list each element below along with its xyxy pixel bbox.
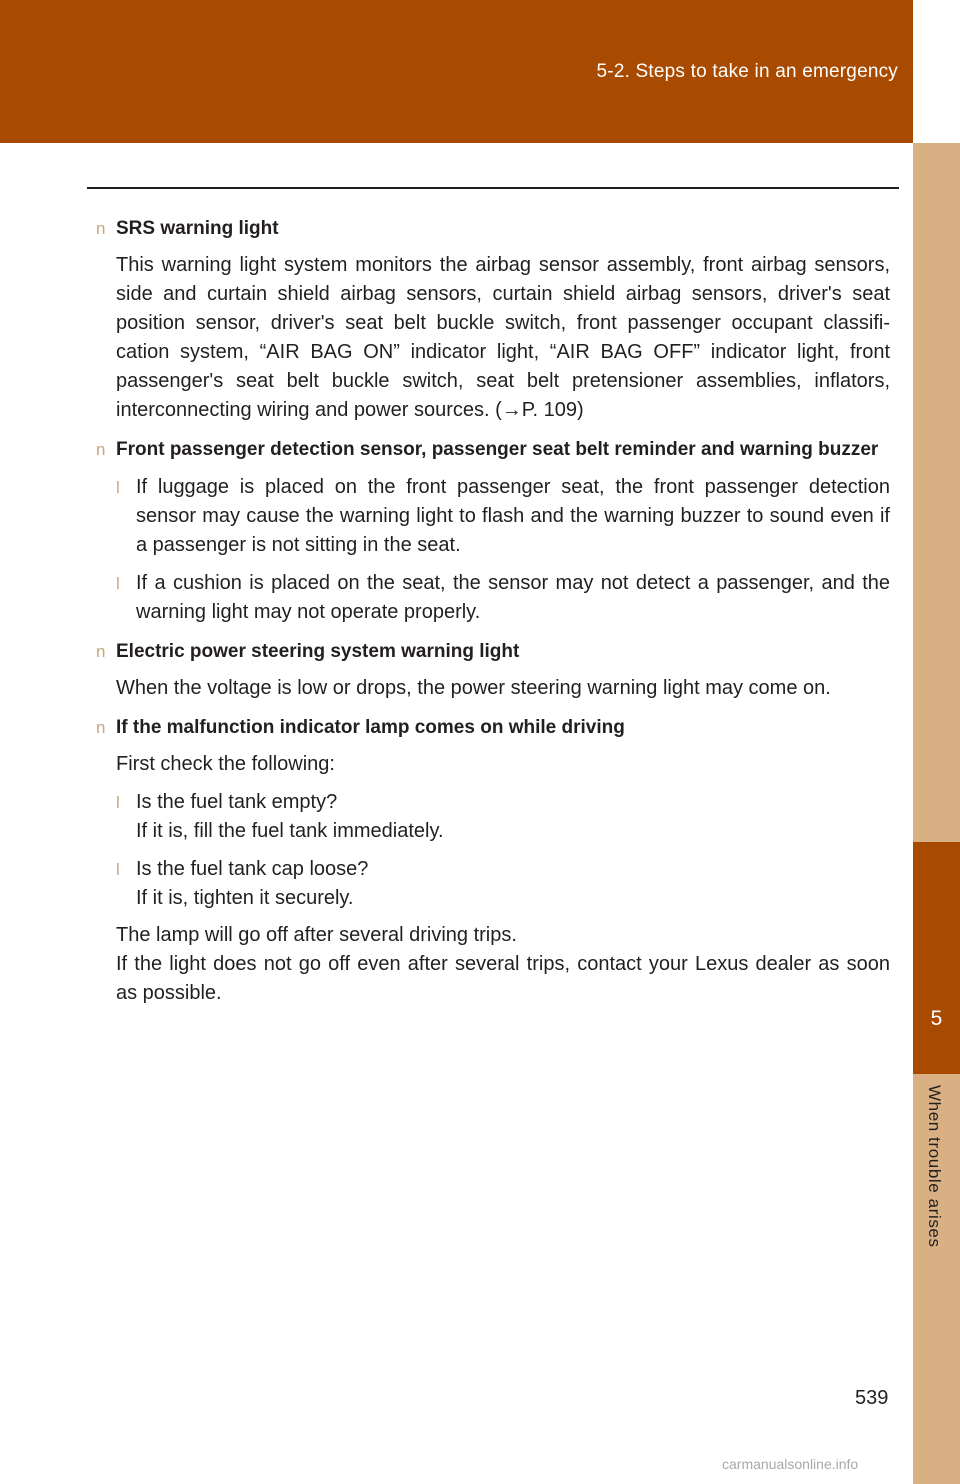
mil-outro: [96, 921, 890, 1008]
bullet-text: If luggage is placed on the front passenger seat, the front passenger detection sensor may cause the warning light to flash and the warning buzzer to sound even if a passenger is not sitting in the seat.: [136, 476, 890, 556]
list-item: [96, 788, 890, 846]
mil-heading: [96, 713, 890, 742]
chapter-number-box: [913, 842, 960, 1074]
bullet-marker-icon: l: [116, 793, 120, 812]
srs-heading-text: SRS warning light: [116, 218, 279, 239]
srs-section: [96, 214, 890, 425]
detection-section: [96, 435, 890, 627]
detection-heading: [96, 435, 890, 464]
bullet-marker-icon: l: [116, 574, 120, 593]
bullet-answer: If it is, fill the fuel tank immediately.: [136, 820, 444, 842]
chapter-title: When trouble arises: [925, 1085, 944, 1248]
mil-section: [96, 713, 890, 1008]
bullet-text: If a cushion is placed on the seat, the sensor may not detect a passenger, and the warning light may not operate properly.: [136, 572, 890, 623]
eps-heading-text: Electric power steering system warning light: [116, 641, 520, 662]
page-content: [96, 214, 890, 1018]
page-header: [0, 0, 913, 143]
mil-intro: First check the following:: [116, 753, 335, 775]
mil-outro-line1: The lamp will go off after several driving trips.: [116, 924, 517, 946]
page-number: 539: [855, 1387, 889, 1409]
header-rule: [87, 187, 899, 189]
list-item: [96, 569, 890, 627]
chapter-side-tab: [913, 143, 960, 1484]
bullet-marker-icon: l: [116, 478, 120, 497]
srs-body: This warning light system monitors the airbag sensor assembly, front airbag sensors, side and curtain shield airbag sensors, curtain shield airbag sensors, driver's seat position sensor, driver's seat belt buckle switch, front passenger occupant classifi- cation system, “AIR BAG ON” indicator light, “AIR BAG OFF” indicator light, front passenger's seat belt buckle switch, seat belt pretensioner assemblies, inflators, interconnecting wiring and power sources. (→P. 109): [116, 254, 890, 421]
section-marker-icon: n: [96, 718, 106, 737]
bullet-question: Is the fuel tank empty?: [136, 791, 338, 813]
section-marker-icon: n: [96, 642, 106, 661]
eps-heading: [96, 637, 890, 666]
watermark-link[interactable]: carmanualsonline.info: [722, 1456, 859, 1472]
mil-heading-text: If the malfunction indicator lamp comes on while driving: [116, 717, 625, 738]
srs-heading: [96, 214, 890, 243]
section-title: 5-2. Steps to take in an emergency: [596, 61, 898, 82]
detection-heading-text: Front passenger detection sensor, passenger seat belt reminder and warning buzzer: [116, 439, 879, 460]
bullet-marker-icon: l: [116, 860, 120, 879]
bullet-question: Is the fuel tank cap loose?: [136, 858, 369, 880]
section-marker-icon: n: [96, 219, 106, 238]
mil-outro-line2: If the light does not go off even after several trips, contact your Lexus dealer as soon as possible.: [116, 953, 890, 1004]
section-marker-icon: n: [96, 440, 106, 459]
eps-section: [96, 637, 890, 703]
chapter-number: 5: [930, 1007, 943, 1030]
bullet-answer: If it is, tighten it securely.: [136, 887, 354, 909]
eps-body: When the voltage is low or drops, the power steering warning light may come on.: [116, 677, 831, 699]
list-item: [96, 473, 890, 560]
list-item: [96, 855, 890, 913]
